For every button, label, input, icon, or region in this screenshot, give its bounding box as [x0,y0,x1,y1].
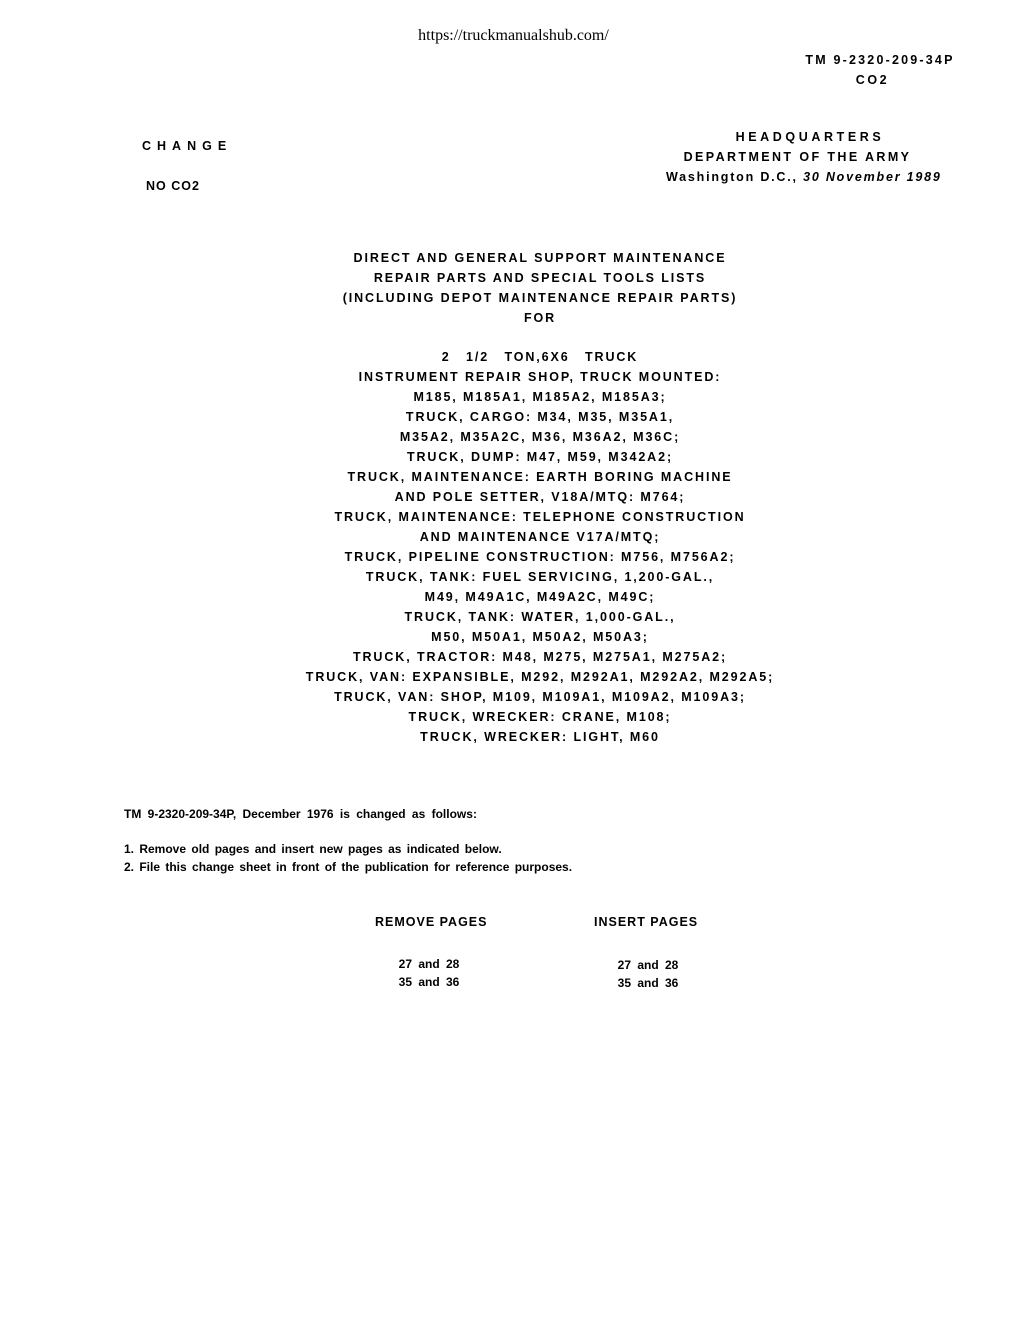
place: Washington D.C., [666,170,798,184]
vehicle-line: TRUCK, TANK: WATER, 1,000-GAL., [404,610,676,624]
change-number: NO CO2 [146,179,200,193]
title-line: FOR [523,311,557,325]
vehicle-line: AND MAINTENANCE V17A/MTQ; [419,530,661,544]
vehicle-line: TRUCK, MAINTENANCE: EARTH BORING MACHINE [347,470,733,484]
vehicle-line: TRUCK, TANK: FUEL SERVICING, 1,200-GAL., [365,570,715,584]
vehicle-line: TRUCK, WRECKER: CRANE, M108; [408,710,672,724]
vehicle-line: 2 1/2 TON,6X6 TRUCK [441,350,639,364]
vehicle-line: M49, M49A1C, M49A2C, M49C; [424,590,656,604]
change-label: CHANGE [142,139,233,153]
instruction-step: 1. Remove old pages and insert new pages as indicated below. [124,842,502,856]
title-block [0,248,1027,747]
department-line: DEPARTMENT OF THE ARMY [683,150,912,164]
vehicle-line: AND POLE SETTER, V18A/MTQ: M764; [394,490,686,504]
vehicle-line: TRUCK, WRECKER: LIGHT, M60 [420,730,660,744]
instructions [124,840,572,876]
list-item: 27 and 28 [398,957,460,971]
list-item: 27 and 28 [617,958,679,972]
title-line: REPAIR PARTS AND SPECIAL TOOLS LISTS [373,271,707,285]
vehicle-line: M50, M50A1, M50A2, M50A3; [431,630,649,644]
vehicle-line: TRUCK, CARGO: M34, M35, M35A1, [405,410,675,424]
insert-pages-list [588,956,708,992]
vehicle-line: TRUCK, VAN: SHOP, M109, M109A1, M109A2, M109A3; [334,690,746,704]
vehicle-line: TRUCK, TRACTOR: M48, M275, M275A1, M275A2; [352,650,728,664]
title-line: DIRECT AND GENERAL SUPPORT MAINTENANCE [353,251,727,265]
change-intro: TM 9-2320-209-34P, December 1976 is changed as follows: [124,807,477,821]
list-item: 35 and 36 [617,976,679,990]
place-date-line [666,170,942,184]
vehicle-line: TRUCK, DUMP: M47, M59, M342A2; [406,450,674,464]
spacer [0,328,1027,347]
change-code: CO2 [855,73,890,87]
remove-pages-header: REMOVE PAGES [375,915,488,929]
vehicle-line: M185, M185A1, M185A2, M185A3; [413,390,667,404]
vehicle-line: TRUCK, PIPELINE CONSTRUCTION: M756, M756A2; [344,550,736,564]
vehicle-line: INSTRUMENT REPAIR SHOP, TRUCK MOUNTED: [358,370,722,384]
source-url[interactable]: https://truckmanualshub.com/ [418,27,609,44]
vehicle-line: TRUCK, MAINTENANCE: TELEPHONE CONSTRUCTION [334,510,746,524]
remove-pages-list [369,955,489,991]
list-item: 35 and 36 [398,975,460,989]
insert-pages-header: INSERT PAGES [594,915,699,929]
instruction-step: 2. File this change sheet in front of the publication for reference purposes. [124,860,573,874]
tm-number: TM 9-2320-209-34P [805,53,955,67]
vehicle-line: M35A2, M35A2C, M36, M36A2, M36C; [399,430,681,444]
date: 30 November 1989 [803,170,942,184]
headquarters-line: HEADQUARTERS [735,130,885,144]
vehicle-line: TRUCK, VAN: EXPANSIBLE, M292, M292A1, M292A2, M292A5; [305,670,775,684]
title-line: (INCLUDING DEPOT MAINTENANCE REPAIR PARTS) [342,291,738,305]
